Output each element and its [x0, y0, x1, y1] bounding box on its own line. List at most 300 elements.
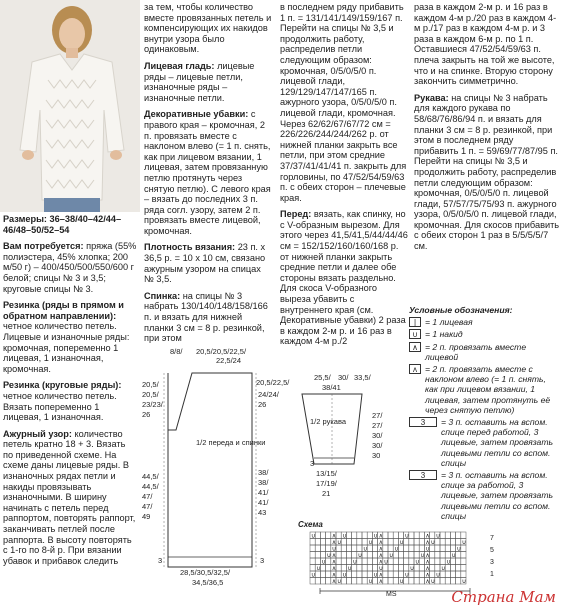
chart-cell	[461, 532, 466, 539]
chart-cell	[398, 565, 403, 572]
chart-cell	[320, 571, 325, 578]
chart-cell	[393, 571, 398, 578]
chart-cell	[445, 571, 450, 578]
chart-cell	[315, 552, 320, 559]
chart-cell	[456, 539, 461, 546]
dim-right: 43	[258, 508, 267, 517]
dim-left: 26	[142, 410, 151, 419]
chart-cell	[404, 558, 409, 565]
row-number: 3	[490, 559, 494, 566]
dim-bottom: 28,5/30,5/32,5/	[180, 568, 231, 577]
chart-symbol: ∧	[378, 532, 384, 540]
chart-cell	[320, 539, 325, 546]
chart-cell	[357, 539, 362, 546]
chart-symbol: ∪	[311, 532, 316, 540]
chart-cell	[346, 552, 351, 559]
column-4	[414, 2, 560, 258]
chart-symbol: ∧	[378, 552, 384, 559]
chart-cell	[430, 565, 435, 572]
chart-cell	[372, 565, 377, 572]
gauge-heading: Плотность вязания:	[144, 242, 236, 253]
chart-cell	[346, 558, 351, 565]
legend-item	[409, 342, 561, 362]
chart-cell	[357, 578, 362, 585]
chart-cell	[352, 545, 357, 552]
chart-cell	[315, 558, 320, 565]
chart-cell	[346, 539, 351, 546]
chart-cell	[404, 545, 409, 552]
dim-right: 41/	[258, 488, 269, 497]
sleeve-dim-top: 33,5/	[354, 373, 371, 382]
chart-symbol: ∪	[321, 558, 326, 566]
chart-cell	[450, 565, 455, 572]
chart-cell	[388, 578, 393, 585]
chart-cell	[310, 558, 315, 565]
chart-symbol: ∪	[399, 539, 404, 546]
chart-cell	[456, 558, 461, 565]
chart-cell	[352, 578, 357, 585]
chart-cell	[409, 552, 414, 559]
chart-cell	[393, 565, 398, 572]
legend-item	[409, 317, 561, 327]
chart-cell	[352, 571, 357, 578]
chart-cell	[352, 552, 357, 559]
column-2	[144, 2, 272, 350]
knit-symbol: |	[409, 317, 421, 327]
chart-symbol: ∧	[425, 565, 430, 572]
chart-symbol: ∪	[399, 578, 404, 585]
chart-symbol: ∪	[337, 578, 342, 585]
chart-cell	[315, 539, 320, 546]
ssk-symbol: ʌ	[409, 364, 421, 374]
chart-symbol: ∪	[352, 558, 358, 566]
chart-symbol: ∪	[451, 552, 456, 559]
chart-cell	[393, 539, 398, 546]
chart-symbol: ∪	[316, 565, 321, 572]
chart-symbol: ∪	[357, 552, 363, 559]
chart-cell	[341, 558, 346, 565]
chart-cell	[336, 565, 341, 572]
chart-symbol: ∪	[404, 571, 410, 579]
chart-cell	[404, 565, 409, 572]
chart-cell	[461, 558, 466, 565]
chart-cell	[435, 552, 440, 559]
chart-cell	[430, 552, 435, 559]
chart-cell	[414, 539, 419, 546]
chart-cell	[320, 578, 325, 585]
chart-cell	[404, 552, 409, 559]
chart-cell	[398, 532, 403, 539]
legend-item	[409, 329, 561, 339]
row-number: 1	[490, 571, 494, 578]
chart-cell	[430, 571, 435, 578]
chart-cell	[414, 578, 419, 585]
chart-cell	[357, 571, 362, 578]
dim-left: 44,5/	[142, 482, 159, 491]
chart-symbol: ∧	[331, 539, 337, 546]
chart-symbol: ∪	[430, 539, 436, 546]
legend-text: = 3 п. оставить на вспом. спице перед работой, 3 лицевые, затем провязать лицевыми петли со вспом. спицы	[441, 417, 554, 468]
chart-symbol: ∪	[326, 552, 332, 559]
chart-cell	[435, 558, 440, 565]
chart-cell	[450, 578, 455, 585]
sleeve-dim-top: 25,5/	[314, 373, 331, 382]
legend-item	[409, 364, 561, 415]
dim-bottom: 34,5/36,5	[192, 578, 224, 587]
materials-text: пряжа (55% полиэстера, 45% хлопка; 200 м/50 г) – 400/450/500/550/600 г белой; спицы № 3 и 3,5; круговые спицы № 3.	[3, 241, 137, 294]
chart-cell	[320, 545, 325, 552]
chart-cell	[419, 578, 424, 585]
chart-cell	[336, 552, 341, 559]
sleeve-dim-right: 30/	[372, 431, 383, 440]
rib-flat-heading: Резинка (ряды в прямом и обратном направлении):	[3, 300, 124, 321]
chart-symbol: ∪	[415, 558, 420, 566]
chart-cell	[461, 552, 466, 559]
chart-symbol: ∧	[378, 571, 384, 579]
dim-left: 20,5/	[142, 390, 159, 399]
chart-cell	[450, 571, 455, 578]
repeat-label: MS	[386, 591, 397, 598]
dim-right: 38/	[258, 468, 269, 477]
chart-cell	[346, 578, 351, 585]
chart-cell	[393, 558, 398, 565]
dim-bottom-left: 3	[158, 556, 163, 565]
chart-symbol: ∪	[420, 552, 425, 559]
chart-cell	[362, 539, 367, 546]
sleeve-dim-right: 30	[372, 451, 381, 460]
chart-cell	[440, 578, 445, 585]
chart-cell	[315, 532, 320, 539]
chart-cell	[388, 532, 393, 539]
chart-cell	[341, 545, 346, 552]
dim-top-mid: 20,5/20,5/22,5/	[196, 347, 247, 356]
model-photo	[0, 0, 140, 212]
chart-cell	[419, 571, 424, 578]
chart-cell	[450, 545, 455, 552]
chart-cell	[414, 571, 419, 578]
chart-cell	[388, 565, 393, 572]
chart-cell	[320, 552, 325, 559]
chart-cell	[383, 552, 388, 559]
row-number: 5	[490, 547, 494, 554]
legend-text: = 1 накид	[425, 329, 463, 340]
chart-cell	[341, 565, 346, 572]
chart-cell	[336, 571, 341, 578]
chart-cell	[326, 545, 331, 552]
k2tog-symbol: ∧	[409, 342, 421, 352]
chart-cell	[357, 532, 362, 539]
chart-symbol: ∪	[342, 571, 347, 579]
chart-cell	[362, 571, 367, 578]
body-pattern-diagram	[140, 345, 290, 590]
dim-right: 24/24/	[258, 390, 279, 399]
cable-back-symbol: 3	[409, 470, 437, 480]
column-3	[280, 2, 408, 353]
sizes: Размеры: 36–38/40–42/44–46/48–50/52–54	[3, 214, 122, 235]
piece-label: 1/2 переда и спинки	[196, 438, 266, 447]
chart-cell	[346, 545, 351, 552]
chart-symbol: ∧	[378, 545, 384, 553]
dim-left: 23/23/	[142, 400, 163, 409]
chart-cell	[445, 545, 450, 552]
chart-cell	[419, 565, 424, 572]
chart-symbol: ∧	[331, 571, 337, 579]
chart-cell	[393, 532, 398, 539]
chart-cell	[435, 565, 440, 572]
legend-text: = 3 п. оставить на вспом. спице за работой, 3 лицевые, затем провязать лицевыми петли со вспом. спицы	[441, 470, 554, 521]
chart-symbol: ∪	[368, 578, 373, 585]
chart-symbol: ∧	[425, 558, 430, 566]
chart-cell	[445, 539, 450, 546]
chart-cell	[440, 532, 445, 539]
legend-title: Условные обозначения:	[409, 305, 513, 315]
col2-intro: за тем, чтобы количество вместе провязанных петель и компенсирующих их накидов внутри узора было одинаковым.	[144, 2, 272, 55]
chart-cell	[336, 532, 341, 539]
legend-text: = 2 п. провязать вместе лицевой	[425, 341, 527, 362]
chart-symbol: ∪	[425, 545, 430, 553]
chart-cell	[419, 545, 424, 552]
rib-flat-text: четное количество петель. Лицевые и изнаночные ряды: кромочная, попеременно 1 лицевая, 1 изнаночная, кромочная.	[3, 321, 130, 374]
chart-symbol: ∪	[446, 558, 451, 566]
chart-cell	[419, 532, 424, 539]
chart-symbol: ∪	[441, 565, 446, 572]
chart-cell	[352, 539, 357, 546]
yarn-over-symbol: ∪	[409, 329, 421, 339]
chart-cell	[383, 545, 388, 552]
chart-cell	[362, 532, 367, 539]
chart-symbol: ∪	[342, 532, 347, 540]
cable-front-symbol: 3	[409, 417, 437, 427]
chart-symbol: ∪	[378, 565, 384, 572]
chart-symbol: ∧	[378, 578, 384, 585]
chart-symbol: ∧	[378, 558, 384, 566]
chart-cell	[367, 552, 372, 559]
chart-cell	[315, 545, 320, 552]
chart-cell	[310, 565, 315, 572]
chart-symbol: ∪	[383, 558, 389, 566]
chart-cell	[326, 532, 331, 539]
chart-cell	[409, 578, 414, 585]
rib-round-text: четное количество петель. Вязать попеременно 1 лицевая, 1 изнаночная.	[3, 390, 117, 423]
stockinette-text: лицевые ряды – лицевые петли, изнаночные ряды – изнаночные петли.	[144, 60, 255, 103]
sleeve-dim-bottom: 13/15/	[316, 469, 337, 478]
legend-item	[409, 470, 561, 521]
chart-cell	[440, 539, 445, 546]
lace-text: количество петель кратно 18 + 3. Вязать по приведенной схеме. На схеме даны лицевые ряды. В изнаночных рядах петли и накиды провязывать изнаночными. В ширину начинать с петель перед раппортом, повторять раппорт, заканчивать петлей после раппорта. В высоту повторять с 1-го по 8-й р. При вязании убавок и прибавок следить	[3, 428, 136, 566]
chart-cell	[430, 532, 435, 539]
chart-cell	[440, 558, 445, 565]
chart-cell	[367, 532, 372, 539]
dim-right: 26	[258, 400, 267, 409]
chart-symbol: ∪	[430, 578, 436, 585]
chart-symbol: ∪	[373, 532, 378, 540]
col3-intro: в последнем ряду прибавить 1 п. = 131/141/149/159/167 п. Перейти на спицы № 3,5 и продолжить работу, распределив петли следующим образом: кромочная, 0/5/0/5/0 п. лицевой глади, 129/129/147/147/165 п. ажурного узора, 0/5/0/5/0 п. лицевой глади, кромочная. Через 62/62/67/67/72 см = 226/226/244/244/262 р. от нижней планки закрыть все петли, при этом средние 37/37/41/41/41 п. закрыть для горловины, по 47/52/54/59/63 п. с обеих сторон – плечевые края.	[280, 2, 407, 203]
decrease-heading: Декоративные убавки:	[144, 109, 249, 120]
chart-symbol: ∪	[368, 539, 373, 546]
chart-cell	[456, 571, 461, 578]
chart-cell	[409, 545, 414, 552]
chart-symbol: ∪	[311, 571, 316, 579]
row-number: 7	[490, 535, 494, 542]
chart-cell	[398, 571, 403, 578]
sleeve-dim-right: 30/	[372, 441, 383, 450]
decrease-text: с правого края – кромочная, 2 п. провязать вместе с наклоном влево (= 1 п. снять, как при лицевом вязании, 1 лицевая, затем провязанную петлю протянуть через снятую петлю). С левого края – вязать до последних 3 п. ряда согл. узору, затем 2 п. провязать вместе лицевой, кромочная.	[144, 109, 271, 236]
chart-cell	[461, 571, 466, 578]
chart-symbol: ∧	[331, 565, 337, 572]
chart-cell	[372, 545, 377, 552]
dim-right: 38/	[258, 478, 269, 487]
chart-title: Схема	[298, 520, 323, 529]
chart-cell	[383, 532, 388, 539]
chart-symbol: ∪	[337, 539, 342, 546]
chart-cell	[367, 571, 372, 578]
chart-cell	[430, 558, 435, 565]
dim-top-right: 20,5/22,5/	[256, 378, 290, 387]
sleeve-dim-bottom: 21	[322, 489, 331, 498]
dim-bottom-right: 3	[260, 556, 265, 565]
chart-cell	[456, 565, 461, 572]
legend-text: = 1 лицевая	[425, 317, 473, 328]
chart-cell	[336, 558, 341, 565]
chart-symbol: ∧	[378, 539, 384, 546]
chart-symbol: ∧	[425, 539, 430, 546]
chart-symbol: ∪	[389, 552, 394, 559]
chart-symbol: ∪	[435, 571, 441, 579]
chart-symbol: ∧	[331, 558, 337, 566]
chart-symbol: ∪	[461, 578, 467, 585]
chart-cell	[326, 539, 331, 546]
chart-symbol: ∪	[347, 565, 352, 572]
chart-cell	[362, 578, 367, 585]
legend-item	[409, 417, 561, 468]
legend-text: = 2 п. провязать вместе с наклоном влево (= 1 п. снять, как при лицевом вязании, 1 лицевая, затем протянуть её через снятую петлю)	[425, 364, 551, 415]
chart-cell	[367, 565, 372, 572]
chart-cell	[445, 552, 450, 559]
front-text: вязать, как спинку, но с V-образным вырезом. Для этого через 41,5/41,5/44/44/46 см = 152/152/160/160/168 р. от нижней планки закрыть средние петли и далее обе стороны вязать раздельно. Для скоса V-образного выреза убавить с внутреннего края (см. Декоративные убавки) 2 раза в каждом 2-м р. и 16 раз в каждом 4-м р./2	[280, 209, 408, 347]
chart-cell	[383, 578, 388, 585]
chart-cell	[445, 532, 450, 539]
chart-symbol: ∧	[331, 552, 337, 559]
chart-cell	[409, 558, 414, 565]
chart-cell	[398, 558, 403, 565]
chart-cell	[326, 565, 331, 572]
chart-symbol: ∪	[409, 565, 415, 572]
chart-cell	[346, 532, 351, 539]
chart-cell	[362, 558, 367, 565]
chart-cell	[414, 552, 419, 559]
chart-cell	[341, 552, 346, 559]
column-1	[3, 214, 138, 572]
dim-left: 44,5/	[142, 472, 159, 481]
chart-cell	[414, 532, 419, 539]
dim-top-mid2: 22,5/24	[216, 356, 242, 365]
chart-cell	[388, 571, 393, 578]
chart-cell	[352, 532, 357, 539]
rib-round-heading: Резинка (круговые ряды):	[3, 380, 122, 391]
lace-heading: Ажурный узор:	[3, 428, 72, 439]
col4-intro: раза в каждом 2-м р. и 16 раз в каждом 4-м р./20 раз в каждом 4-м р./17 раз в каждом 4-м р. и 3 раза в каждом 6-м р. по 1 п. Оставшиеся 47/52/54/59/63 п. плеча закрыть на той же высоте, что и на спинке. Вторую сторону закончить симметрично.	[414, 2, 557, 87]
chart-cell	[409, 539, 414, 546]
sleeve-dim-small: 3	[310, 459, 315, 468]
chart-symbol: ∧	[331, 532, 337, 540]
dim-top-left: 8/8/	[170, 347, 183, 356]
legend	[409, 305, 561, 523]
sleeve-dim-right: 27/	[372, 421, 383, 430]
dim-left: 49	[142, 512, 151, 521]
dim-left: 47/	[142, 492, 153, 501]
chart-cell	[388, 539, 393, 546]
chart-cell	[372, 552, 377, 559]
chart-cell	[372, 558, 377, 565]
sleeve-text: на спицы № 3 набрать для каждого рукава по 58/68/76/86/94 п. и вязать для планки 3 см = 8 р. резинкой, при этом в последнем ряду прибавить 1 п. = 59/69/77/87/95 п. Перейти на спицы № 3,5 и продолжить работу, распределив петли следующим образом: кромочная, 0/5/0/5/0 п. лицевой глади, 57/57/75/75/93 п. ажурного узора, 0/5/0/5/0 п. лицевой глади, кромочная. Для скосов прибавить с обеих сторон 1 раз в 5/5/5/5/7 см.	[414, 92, 560, 252]
chart-symbol: ∪	[363, 545, 368, 553]
sleeve-dim-top: 38/41	[322, 383, 341, 392]
dim-right: 41/	[258, 498, 269, 507]
chart-cell	[414, 545, 419, 552]
chart-cell	[398, 552, 403, 559]
sleeve-dim-bottom: 17/19/	[316, 479, 337, 488]
stockinette-heading: Лицевая гладь:	[144, 60, 215, 71]
chart-cell	[393, 578, 398, 585]
back-text: на спицы № 3 набрать 130/140/148/158/166 п. и вязать для нижней планки 3 см = 8 р. резинкой, при этом	[144, 290, 268, 344]
chart-cell	[367, 558, 372, 565]
chart-cell	[315, 578, 320, 585]
back-heading: Спинка:	[144, 290, 181, 301]
sleeve-pattern-diagram	[282, 372, 402, 502]
chart-cell	[461, 565, 466, 572]
chart-symbol: ∧	[425, 578, 430, 585]
chart-cell	[456, 532, 461, 539]
chart-cell	[383, 571, 388, 578]
chart-symbol: ∪	[373, 571, 378, 579]
chart-symbol: ∧	[331, 578, 337, 585]
chart-symbol: ∧	[425, 552, 430, 559]
chart-cell	[383, 539, 388, 546]
chart-cell	[450, 532, 455, 539]
watermark-logo: Страна Мам	[451, 588, 556, 606]
chart-cell	[362, 565, 367, 572]
chart-symbol: ∧	[425, 571, 430, 579]
chart-symbol: ∪	[435, 532, 441, 540]
chart-cell	[450, 539, 455, 546]
materials-heading: Вам потребуется:	[3, 241, 84, 252]
sleeve-dim-top: 30/	[338, 373, 349, 382]
chart-cell	[409, 532, 414, 539]
chart-cell	[326, 578, 331, 585]
sleeve-heading: Рукава:	[414, 92, 449, 103]
chart-symbol: ∪	[461, 539, 467, 546]
chart-cell	[310, 545, 315, 552]
front-heading: Перед:	[280, 209, 312, 220]
chart-symbol: ∪	[331, 545, 337, 553]
chart-cell	[440, 545, 445, 552]
chart-cell	[456, 578, 461, 585]
chart-symbol: ∧	[425, 532, 430, 540]
chart-cell	[445, 578, 450, 585]
chart-cell	[357, 565, 362, 572]
dim-left: 20,5/	[142, 380, 159, 389]
chart-cell	[320, 532, 325, 539]
chart-cell	[357, 545, 362, 552]
sleeve-label: 1/2 рукава	[310, 417, 347, 426]
chart-cell	[435, 545, 440, 552]
dim-left: 47/	[142, 502, 153, 511]
chart-symbol: ∪	[404, 532, 410, 540]
gauge-text: 23 п. х 36,5 р. = 10 х 10 см, связано ажурным узором на спицах № 3,5.	[144, 242, 266, 285]
chart-cell	[326, 571, 331, 578]
chart-cell	[310, 552, 315, 559]
sleeve-dim-right: 27/	[372, 411, 383, 420]
